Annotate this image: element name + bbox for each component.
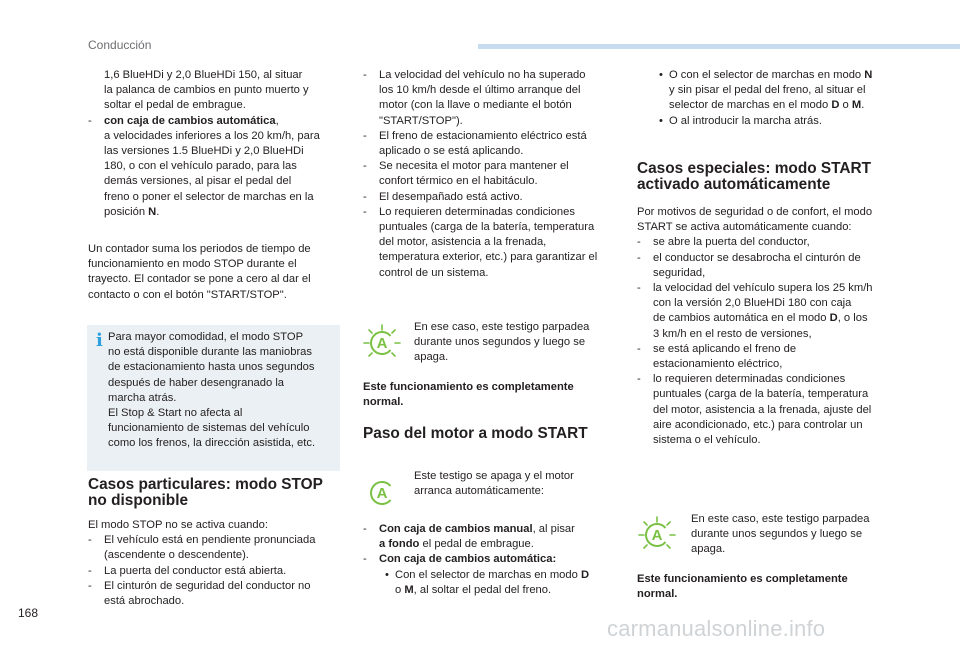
text-line: Para mayor comodidad, el modo STOP (108, 331, 304, 343)
heading-start-mode: Paso del motor a modo START (363, 425, 588, 442)
list-item: - con caja de cambios automática, a velocidades inferiores a los 20 km/h, para las versiones 1.5 BlueHDi y 2,0 BlueHDi 180, o con el vehículo parado, para las demás versiones, al pisar el pedal del freno o poner el selector de marchas en la posición N. (88, 114, 343, 220)
lamp-letter: A (376, 335, 388, 352)
list-item: - Se necesita el motor para mantener el confort térmico en el habitáculo. (363, 160, 569, 188)
list-item: - El desempañado está activo. (363, 190, 523, 203)
start-conditions (363, 522, 628, 598)
heading-start-auto: Casos especiales: modo START activado automáticamente (637, 160, 872, 193)
info-box (87, 325, 340, 471)
counter-paragraph (88, 242, 343, 303)
text-line: demás versiones, al pisar el pedal del (104, 175, 292, 188)
text-line: freno o poner el selector de marchas en la (104, 190, 314, 203)
text-line: como los frenos, la dirección asistida, etc. (108, 437, 316, 450)
intro-paragraph (88, 68, 343, 114)
text-line: funcionamiento de sistemas del vehículo (108, 422, 310, 435)
text-line: 1,6 BlueHDi y 2,0 BlueHDi 150, al situar (104, 69, 303, 81)
list-item: - se está aplicando el freno de estacionamiento eléctrico, (637, 342, 797, 371)
lamp2-text: Este testigo se apaga y el motor arranca automáticamente: (414, 470, 574, 498)
normal-note-1: Este funcionamiento es completamente normal. (363, 381, 574, 409)
text-line: funcionamiento en modo STOP durante el (88, 258, 297, 271)
dash: - (88, 114, 92, 127)
list-item: - la velocidad del vehículo supera los 25 km/h con la versión 2,0 BlueHDi 180 con caja de cambios automática en el modo D, o los 3 km/h en el resto de versiones, (637, 282, 873, 340)
heading-line: no disponible (88, 492, 189, 509)
bold-text: con caja de cambios automática (104, 114, 276, 127)
text-line: no está disponible durante las maniobras (108, 346, 312, 359)
heading-line: Casos particulares: modo STOP (88, 476, 323, 493)
page-number: 168 (18, 606, 39, 620)
list-item: - El freno de estacionamiento eléctrico está aplicado o se está aplicando. (363, 129, 587, 158)
text-line: de estacionamiento hasta unos segundos (108, 361, 315, 374)
list-item: - Con caja de cambios automática: • Con el selector de marchas en modo D o M, al soltar el pedal del freno. (363, 552, 628, 598)
list-item: - La puerta del conductor está abierta. (88, 564, 287, 577)
text-line: El modo STOP no se activa cuando: (88, 519, 268, 531)
info-icon: i (96, 330, 103, 351)
sub-list-item: • Con el selector de marchas en modo D o M, al soltar el pedal del freno. (385, 568, 590, 596)
list-item: - El vehículo está en pendiente pronunciada (ascendente o descendente). (88, 534, 316, 562)
text-line: marcha atrás. (108, 391, 177, 404)
header-bar (478, 44, 960, 49)
heading-stop-unavailable (88, 477, 348, 509)
lamp1-text: En ese caso, este testigo parpadea durante unos segundos y luego se apaga. (414, 321, 590, 364)
lamp3-text: En este caso, este testigo parpadea durante unos segundos y luego se apaga. (691, 513, 870, 556)
text-line: las versiones 1.5 BlueHDi y 2,0 BlueHDi (104, 145, 304, 158)
text-line: trayecto. El contador se pone a cero al dar el (88, 273, 311, 286)
list-item: - se abre la puerta del conductor, (637, 236, 810, 249)
start-auto-conditions: Por motivos de seguridad o de confort, el modo START se activa automáticamente cuando: - se abre la puerta del conductor, - el conductor se desabrocha el cinturón de seguridad, - la velocidad del vehículo supera los 25 km/h con la versión 2,0 BlueHDi 180 con caja de cambios automática en el modo D, o los 3 km/h en el resto de versiones, - se está aplicando el freno de estacionamiento eléctrico, - lo requieren determinadas condiciones puntuales (carga de la batería, temperatura del motor, asistencia a la frenada, ajuste del aire acondicionado, etc.) para controlar un sistema o el vehículo. (637, 205, 912, 448)
text-line: 180, o con el vehículo parado, para las (104, 160, 297, 173)
column-1 (88, 68, 343, 220)
text-line: soltar el pedal de embrague. (104, 99, 246, 112)
text-line: El Stop & Start no afecta al (108, 407, 243, 420)
start-indicator-flashing-icon (636, 514, 678, 556)
lamp-letter: A (651, 527, 663, 544)
normal-note-2: Este funcionamiento es completamente normal. (637, 573, 848, 601)
list-item: - lo requieren determinadas condiciones puntuales (carga de la batería, temperatura del motor, asistencia a la frenada, ajuste del aire acondicionado, etc.) para controlar un sistema o el vehículo. (637, 373, 872, 447)
list-item: - Con caja de cambios manual, al pisar a fondo el pedal de embrague. (363, 523, 575, 551)
text-line: a velocidades inferiores a los 20 km/h, para (104, 129, 320, 142)
stop-conditions (88, 518, 348, 609)
sub-list-item: • O al introducir la marcha atrás. (659, 114, 822, 127)
list-item: - el conductor se desabrocha el cinturón de seguridad, (637, 251, 861, 279)
start-indicator-flashing-icon (361, 322, 403, 364)
lamp-letter: A (376, 485, 388, 502)
text-line: la palanca de cambios en punto muerto y (104, 84, 309, 97)
sub-list-item: • O con el selector de marchas en modo N y sin pisar el pedal del freno, al situar el selector de marchas en el modo D o M. (659, 69, 873, 112)
list-item: - Lo requieren determinadas condiciones puntuales (carga de la batería, temperatura del motor, asistencia a la frenada, temperatura exterior, etc.) para garantizar el control de un sistema. (363, 205, 598, 279)
list-item: - La velocidad del vehículo no ha superado los 10 km/h desde el último arranque del motor (con la llave o mediante el botón "START/STOP"). (363, 69, 586, 127)
section-title: Conducción (88, 38, 152, 52)
text-line: después de haber desengranado la (108, 376, 285, 389)
watermark: carmanualsonline.info (607, 616, 826, 641)
column-2-conditions (363, 68, 628, 281)
column-3-bullets (653, 68, 913, 129)
text-line: contacto o con el botón "START/STOP". (88, 288, 287, 301)
list-item: - El cinturón de seguridad del conductor no está abrochado. (88, 579, 311, 608)
text-line: Un contador suma los periodos de tiempo de (88, 243, 311, 255)
start-indicator-icon (361, 472, 403, 514)
